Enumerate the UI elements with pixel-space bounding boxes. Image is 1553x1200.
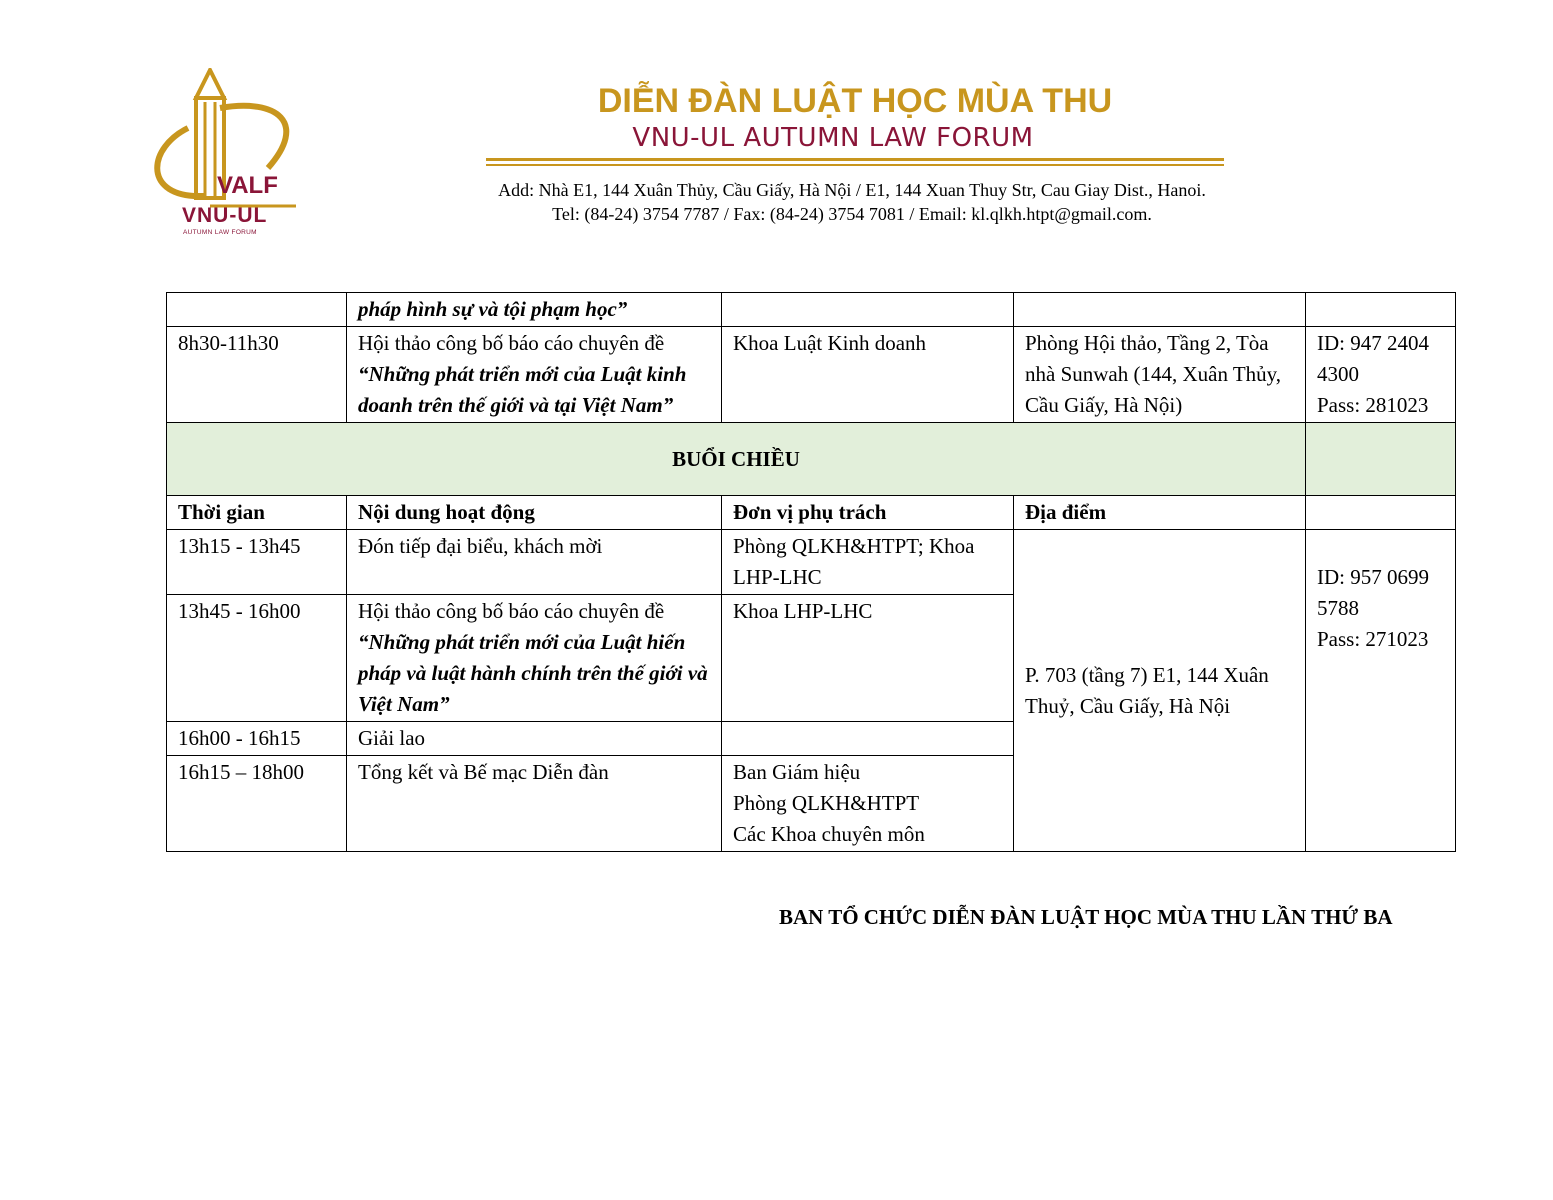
organizer-signature: BAN TỔ CHỨC DIỄN ĐÀN LUẬT HỌC MÙA THU LẦN THỨ BA — [779, 905, 1393, 929]
column-header: Thời gian — [167, 496, 347, 530]
forum-title-en: VNU-UL AUTUMN LAW FORUM — [632, 123, 1034, 153]
content-cell: Tổng kết và Bế mạc Diễn đàn — [347, 756, 722, 852]
time-cell: 13h15 - 13h45 — [167, 530, 347, 595]
unit-line: Ban Giám hiệu — [733, 760, 861, 784]
logo-tagline: AUTUMN LAW FORUM — [183, 229, 257, 236]
time-cell: 13h45 - 16h00 — [167, 595, 347, 722]
unit-line: Phòng QLKH&HTPT — [733, 791, 920, 815]
content-title: “Những phát triển mới của Luật hiến pháp và luật hành chính trên thế giới và Việt Nam” — [358, 630, 708, 716]
meeting-cell — [1306, 530, 1456, 852]
schedule-table — [166, 292, 1456, 852]
forum-title-vn: DIỄN ĐÀN LUẬT HỌC MÙA THU — [597, 82, 1113, 120]
time-cell: 8h30-11h30 — [167, 327, 347, 423]
location-cell: P. 703 (tầng 7) E1, 144 Xuân Thuỷ, Cầu Giấy, Hà Nội — [1014, 530, 1306, 852]
time-cell: 16h15 – 18h00 — [167, 756, 347, 852]
header-row — [167, 496, 1456, 530]
unit-cell — [722, 293, 1014, 327]
content-prefix: Hội thảo công bố báo cáo chuyên đề — [358, 599, 665, 623]
unit-cell — [722, 756, 1014, 852]
column-header: Nội dung hoạt động — [347, 496, 722, 530]
content-title: pháp hình sự và tội phạm học” — [358, 297, 628, 321]
content-cell — [347, 293, 722, 327]
location-cell: Phòng Hội thảo, Tầng 2, Tòa nhà Sunwah (144, Xuân Thủy, Cầu Giấy, Hà Nội) — [1014, 327, 1306, 423]
unit-cell: Khoa LHP-LHC — [722, 595, 1014, 722]
meeting-pass: Pass: 271023 — [1317, 627, 1429, 651]
session-side-cell — [1306, 423, 1456, 496]
meeting-id: ID: 957 0699 5788 — [1317, 565, 1429, 620]
logo-mark: VALF — [217, 172, 278, 199]
content-cell — [347, 327, 722, 423]
column-header: Địa điểm — [1014, 496, 1306, 530]
content-title: “Những phát triển mới của Luật kinh doanh trên thế giới và tại Việt Nam” — [358, 362, 687, 417]
table-row — [167, 530, 1456, 595]
meeting-cell — [1306, 327, 1456, 423]
unit-cell — [722, 722, 1014, 756]
meeting-pass: Pass: 281023 — [1317, 393, 1429, 417]
unit-cell: Khoa Luật Kinh doanh — [722, 327, 1014, 423]
time-cell: 16h00 - 16h15 — [167, 722, 347, 756]
content-cell: Giải lao — [347, 722, 722, 756]
session-label: BUỔI CHIỀU — [167, 423, 1306, 496]
content-cell: Đón tiếp đại biểu, khách mời — [347, 530, 722, 595]
unit-line: Các Khoa chuyên môn — [733, 822, 925, 846]
logo-name: VNU-UL — [182, 204, 268, 227]
address-block — [400, 178, 1304, 226]
column-header — [1306, 496, 1456, 530]
column-header: Đơn vị phụ trách — [722, 496, 1014, 530]
contact-line: Tel: (84-24) 3754 7787 / Fax: (84-24) 3754 7081 / Email: kl.qlkh.htpt@gmail.com. — [552, 204, 1152, 224]
unit-cell: Phòng QLKH&HTPT; Khoa LHP-LHC — [722, 530, 1014, 595]
time-cell — [167, 293, 347, 327]
content-prefix: Hội thảo công bố báo cáo chuyên đề — [358, 331, 665, 355]
table-row — [167, 293, 1456, 327]
session-row — [167, 423, 1456, 496]
content-cell — [347, 595, 722, 722]
header-rule — [486, 158, 1224, 161]
address-line: Add: Nhà E1, 144 Xuân Thủy, Cầu Giấy, Hà Nội / E1, 144 Xuan Thuy Str, Cau Giay Dist., Hanoi. — [498, 180, 1206, 200]
location-cell — [1014, 293, 1306, 327]
meeting-cell — [1306, 293, 1456, 327]
header-rule — [486, 164, 1224, 166]
meeting-id: ID: 947 2404 4300 — [1317, 331, 1429, 386]
table-row — [167, 327, 1456, 423]
